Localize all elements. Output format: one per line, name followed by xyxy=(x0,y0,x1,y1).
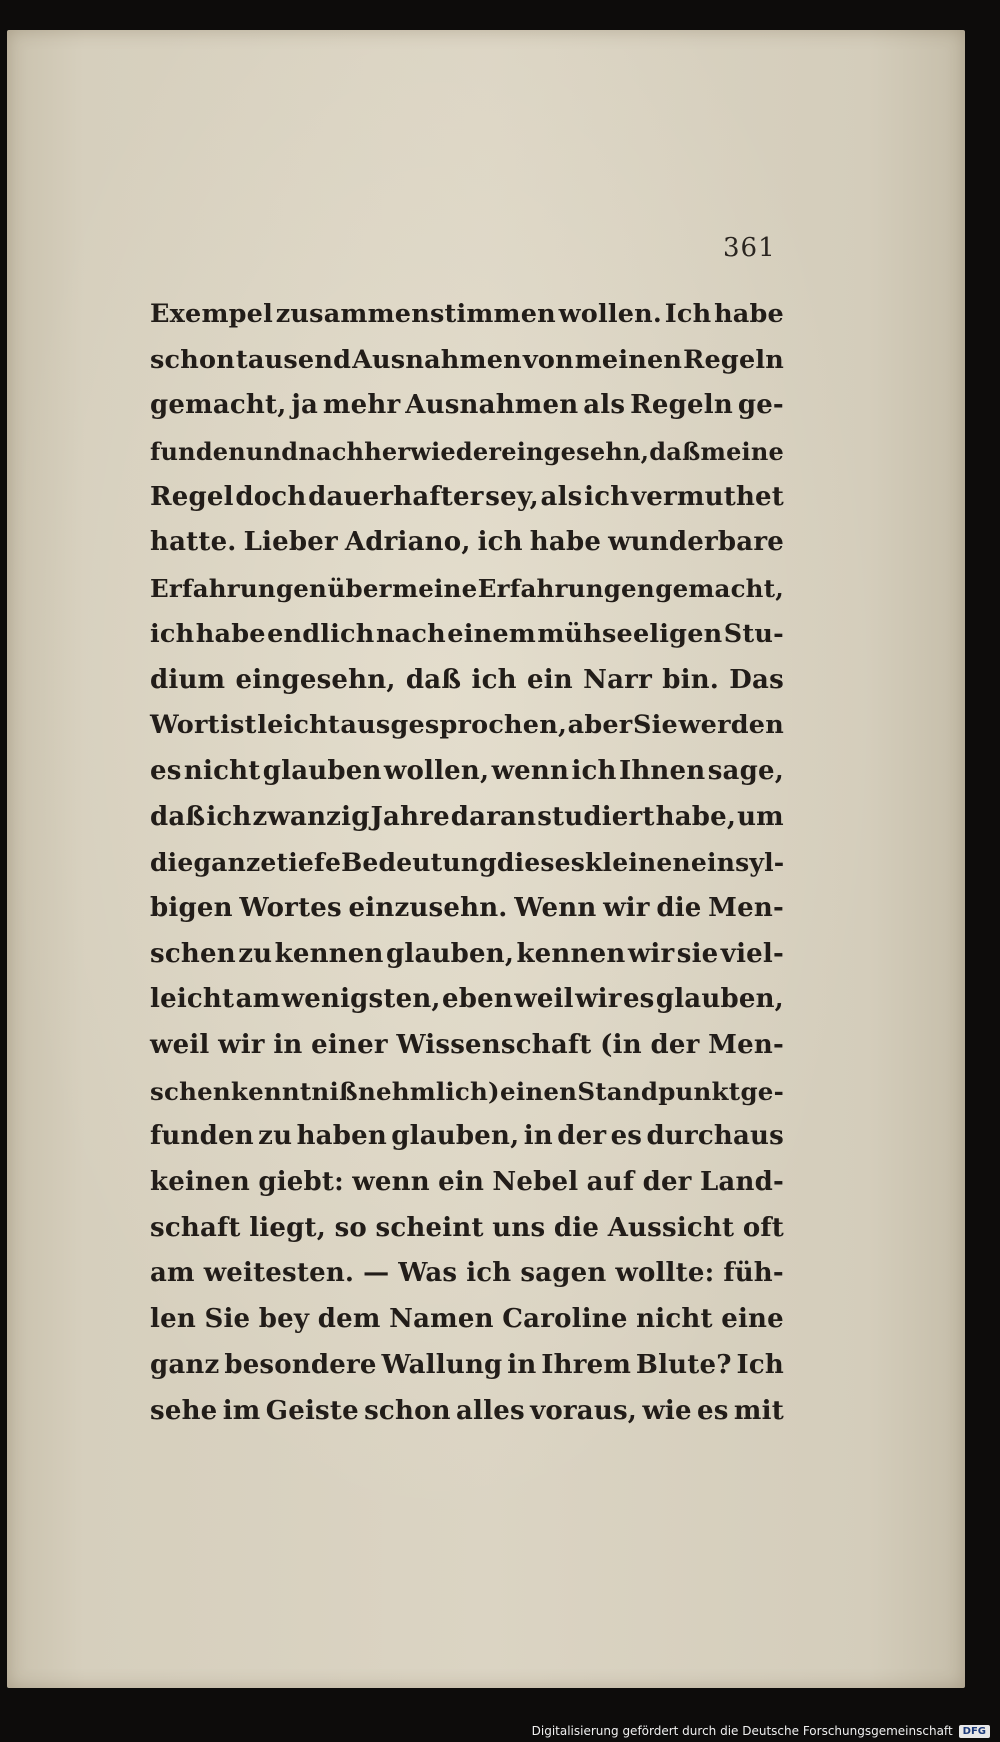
text-line: bigen Wortes einzusehn. Wenn wir die Men- xyxy=(150,892,784,923)
text-line: es nicht glauben wollen, wenn ich Ihnen sage, xyxy=(150,755,784,786)
text-line: len Sie bey dem Namen Caroline nicht eine xyxy=(150,1304,784,1335)
text-line: Wort ist leicht ausgesprochen, aber Sie werden xyxy=(150,710,784,741)
text-line: die ganze tiefe Bedeutung dieses kleinen einsyl- xyxy=(150,848,785,878)
text-line: weil wir in einer Wissenschaft (in der Men- xyxy=(150,1030,784,1060)
text-line: ganz besondere Wallung in Ihrem Blute? Ich xyxy=(150,1349,784,1380)
text-line: dium eingesehn, daß ich ein Narr bin. Das xyxy=(150,664,784,695)
book-page xyxy=(7,30,965,1688)
text-line: Regel doch dauerhafter sey, als ich vermuthet xyxy=(150,481,784,512)
page-number: 361 xyxy=(723,233,776,263)
text-line: leicht am wenigsten, eben weil wir es glauben, xyxy=(150,984,784,1015)
text-line: Exempel zusammenstimmen wollen. Ich habe xyxy=(150,299,784,329)
text-line: schaft liegt, so scheint uns die Aussicht oft xyxy=(150,1212,784,1243)
digitization-footer xyxy=(532,1724,990,1738)
text-line: hatte. Lieber Adriano, ich habe wunderbare xyxy=(150,527,784,558)
text-line: Erfahrungen über meine Erfahrungen gemacht, xyxy=(150,574,784,604)
text-line: funden und nachher wieder eingesehn, daß meine xyxy=(150,437,784,467)
text-line: gemacht, ja mehr Ausnahmen als Regeln ge- xyxy=(150,390,784,421)
text-line: funden zu haben glauben, in der es durchaus xyxy=(150,1121,784,1152)
body-text xyxy=(150,292,784,1434)
text-line: am weitesten. — Was ich sagen wollte: füh- xyxy=(150,1258,784,1289)
text-line: schenkenntniß nehmlich) einen Standpunkt ge- xyxy=(150,1076,784,1106)
text-line: daß ich zwanzig Jahre daran studiert habe, um xyxy=(150,801,784,832)
dfg-logo: DFG xyxy=(959,1725,990,1738)
footer-credit: Digitalisierung gefördert durch die Deutsche Forschungsgemeinschaft xyxy=(531,1724,953,1738)
text-line: sehe im Geiste schon alles voraus, wie es mit xyxy=(150,1395,784,1426)
text-line: ich habe endlich nach einem mühseeligen Stu- xyxy=(150,618,784,649)
text-line: keinen giebt: wenn ein Nebel auf der Land- xyxy=(150,1167,784,1198)
text-line: schen zu kennen glauben, kennen wir sie viel- xyxy=(150,938,784,969)
text-line: schon tausend Ausnahmen von meinen Regeln xyxy=(150,344,784,375)
